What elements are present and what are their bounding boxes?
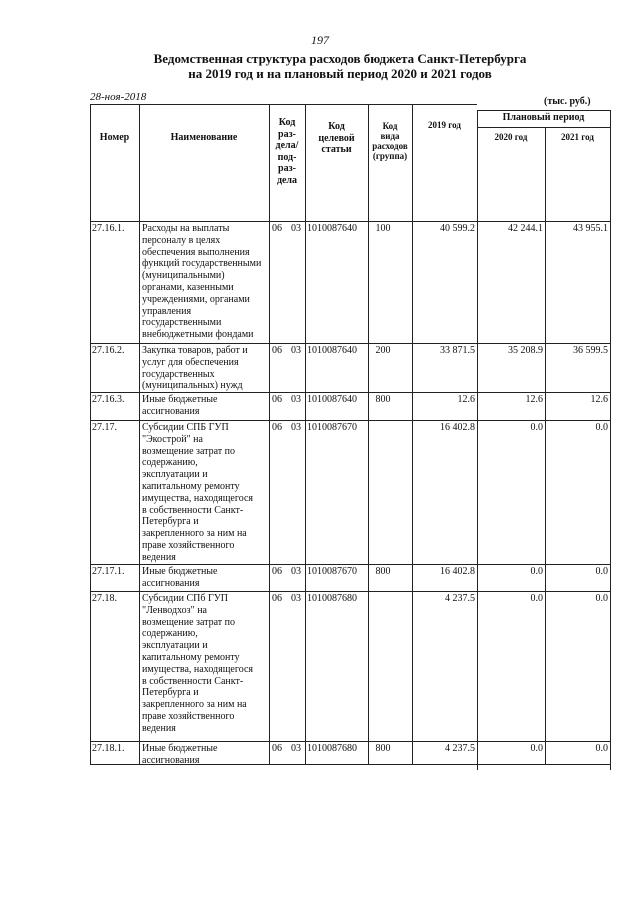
row-rule	[90, 591, 610, 592]
row-rule	[90, 741, 610, 742]
row-name-line: функций государственными	[142, 258, 262, 270]
row-value-2019: 33 871.5	[440, 345, 475, 356]
row-name-line: ассигнования	[142, 405, 200, 417]
row-name-line: имущества, находящегося	[142, 663, 253, 675]
row-kind: 800	[375, 566, 391, 577]
planned-period-rule	[477, 127, 610, 128]
row-subsection: 03	[291, 345, 301, 356]
row-name-line: "Экострой" на	[142, 433, 203, 445]
row-value-2019: 4 237.5	[445, 593, 475, 604]
row-value-2021: 36 599.5	[573, 345, 608, 356]
row-name-line: эксплуатации и	[142, 469, 208, 481]
report-date: 28-ноя-2018	[90, 91, 147, 103]
column-rule	[610, 110, 611, 770]
row-name	[142, 566, 267, 590]
row-name-line: услуг для обеспечения	[142, 356, 239, 368]
row-rule	[90, 564, 610, 565]
row-name-line: государственными	[142, 317, 222, 329]
row-rule	[90, 221, 610, 222]
row-target: 1010087640	[307, 345, 357, 356]
row-name-line: внебюджетными фондами	[142, 329, 254, 341]
row-value-2019: 40 599.2	[440, 223, 475, 234]
row-name	[142, 743, 267, 767]
row-subsection: 03	[291, 566, 301, 577]
row-value-2021: 0.0	[595, 422, 608, 433]
row-kind: 200	[375, 345, 391, 356]
row-kind: 800	[375, 743, 391, 754]
row-number: 27.16.1.	[92, 223, 125, 234]
row-name-line: Субсидии СПб ГУП	[142, 593, 229, 604]
header-kind	[368, 121, 412, 161]
header-2020: 2020 год	[494, 132, 528, 142]
header-target-line: статьи	[321, 144, 352, 155]
row-value-2020: 42 244.1	[508, 223, 543, 234]
header-section-line: дела	[276, 174, 298, 186]
row-name-line: возмещение затрат по	[142, 616, 236, 628]
row-section: 06	[272, 223, 282, 234]
row-name	[142, 422, 267, 564]
row-subsection: 03	[291, 223, 301, 234]
header-kind-line: вида	[380, 131, 400, 141]
header-section-line: раз-	[278, 163, 296, 174]
row-name-line: Иные бюджетные	[142, 743, 218, 754]
header-section	[269, 117, 305, 186]
row-kind: 800	[375, 394, 391, 405]
row-target: 1010087640	[307, 394, 357, 405]
row-section: 06	[272, 394, 282, 405]
row-subsection: 03	[291, 422, 301, 433]
row-value-2021: 43 955.1	[573, 223, 608, 234]
row-subsection: 03	[291, 743, 301, 754]
row-number: 27.17.1.	[92, 566, 125, 577]
row-subsection: 03	[291, 593, 301, 604]
column-rule	[477, 110, 478, 770]
row-value-2021: 0.0	[595, 593, 608, 604]
page-number: 197	[311, 33, 329, 47]
row-target: 1010087640	[307, 223, 357, 234]
row-name-line: закрепленного за ним на	[142, 699, 247, 711]
row-rule	[90, 420, 610, 421]
row-number: 27.18.	[92, 593, 117, 604]
column-rule	[412, 104, 413, 764]
row-name-line: праве хозяйственного	[142, 710, 235, 722]
row-target: 1010087670	[307, 566, 357, 577]
row-name-line: учреждениями, органами	[142, 293, 250, 305]
row-value-2020: 35 208.9	[508, 345, 543, 356]
row-name-line: ведения	[142, 551, 176, 563]
row-name-line: Иные бюджетные	[142, 394, 218, 405]
row-target: 1010087680	[307, 593, 357, 604]
row-section: 06	[272, 566, 282, 577]
row-name-line: Субсидии СПБ ГУП	[142, 422, 229, 433]
header-kind-line: расходов	[372, 141, 408, 151]
row-name-line: имущества, находящегося	[142, 492, 253, 504]
row-number: 27.16.3.	[92, 394, 125, 405]
row-value-2020: 12.6	[525, 394, 543, 405]
row-section: 06	[272, 593, 282, 604]
row-section: 06	[272, 422, 282, 433]
header-kind-line: (группа)	[372, 151, 408, 161]
row-name-line: капитальному ремонту	[142, 651, 240, 663]
row-section: 06	[272, 345, 282, 356]
row-subsection: 03	[291, 394, 301, 405]
row-name	[142, 223, 267, 341]
row-number: 27.17.	[92, 422, 117, 433]
header-kind-line: Код	[382, 121, 398, 131]
row-name-line: содержанию,	[142, 628, 198, 640]
header-target-line: Код	[328, 121, 345, 132]
row-name-line: Иные бюджетные	[142, 566, 218, 577]
row-value-2020: 0.0	[530, 743, 543, 754]
title-line-1: Ведомственная структура расходов бюджета Санкт-Петербурга	[153, 51, 527, 66]
header-target	[305, 121, 368, 156]
title-line-2: на 2019 год и на плановый период 2020 и 2021 годов	[188, 66, 492, 81]
row-name-line: персоналу в целях	[142, 234, 221, 246]
page-title	[110, 51, 570, 81]
row-name-line: содержанию,	[142, 457, 198, 469]
row-name-line: государственных	[142, 368, 215, 380]
header-planned-period: Плановый период	[502, 112, 585, 123]
column-rule	[269, 104, 270, 764]
row-name-line: ведения	[142, 722, 176, 734]
header-top-rule-right	[477, 110, 610, 111]
column-rule	[368, 104, 369, 764]
header-section-line: раз-	[278, 128, 296, 140]
row-name	[142, 593, 267, 735]
row-name-line: (муниципальных) нужд	[142, 380, 243, 392]
row-name-line: ассигнования	[142, 754, 200, 766]
header-target-line: целевой	[318, 132, 355, 144]
row-value-2019: 4 237.5	[445, 743, 475, 754]
row-name-line: капитальному ремонту	[142, 480, 240, 492]
row-value-2019: 16 402.8	[440, 422, 475, 433]
row-name-line: в собственности Санкт-	[142, 675, 244, 687]
header-top-rule-left	[90, 104, 477, 105]
header-section-line: Код	[278, 117, 296, 128]
column-rule	[90, 104, 91, 764]
row-name-line: Петербурга и	[142, 516, 199, 528]
row-name-line: закрепленного за ним на	[142, 528, 247, 540]
row-target: 1010087670	[307, 422, 357, 433]
row-name-line: в собственности Санкт-	[142, 504, 244, 516]
column-rule	[305, 104, 306, 764]
row-name-line: органами, казенными	[142, 281, 234, 293]
row-value-2019: 12.6	[457, 394, 475, 405]
header-section-line: дела/	[275, 140, 299, 151]
row-name-line: эксплуатации и	[142, 640, 208, 652]
header-2021: 2021 год	[561, 132, 594, 142]
row-name	[142, 394, 267, 418]
row-name-line: Петербурга и	[142, 687, 199, 699]
header-2019: 2019 год	[428, 120, 461, 130]
row-name	[142, 345, 267, 392]
row-name-line: "Ленводхоз" на	[142, 604, 207, 616]
header-section-line: под-	[277, 151, 297, 163]
row-value-2020: 0.0	[530, 422, 543, 433]
row-kind: 100	[375, 223, 391, 234]
header-number: Номер	[99, 132, 130, 143]
row-name-line: (муниципальными)	[142, 270, 225, 282]
row-number: 27.16.2.	[92, 345, 125, 356]
row-name-line: праве хозяйственного	[142, 539, 235, 551]
row-rule	[90, 343, 610, 344]
row-name-line: Расходы на выплаты	[142, 223, 230, 234]
row-section: 06	[272, 743, 282, 754]
row-value-2021: 12.6	[590, 394, 608, 405]
row-name-line: ассигнования	[142, 577, 200, 589]
column-rule	[139, 104, 140, 764]
row-name-line: возмещение затрат по	[142, 445, 236, 457]
row-name-line: Закупка товаров, работ и	[142, 345, 248, 356]
row-value-2020: 0.0	[530, 566, 543, 577]
row-name-line: обеспечения выполнения	[142, 246, 250, 258]
row-value-2019: 16 402.8	[440, 566, 475, 577]
units-label: (тыс. руб.)	[544, 96, 591, 107]
row-target: 1010087680	[307, 743, 357, 754]
row-number: 27.18.1.	[92, 743, 125, 754]
row-value-2021: 0.0	[595, 743, 608, 754]
row-value-2020: 0.0	[530, 593, 543, 604]
row-value-2021: 0.0	[595, 566, 608, 577]
row-name-line: управления	[142, 305, 192, 317]
header-name: Наименование	[170, 132, 238, 143]
